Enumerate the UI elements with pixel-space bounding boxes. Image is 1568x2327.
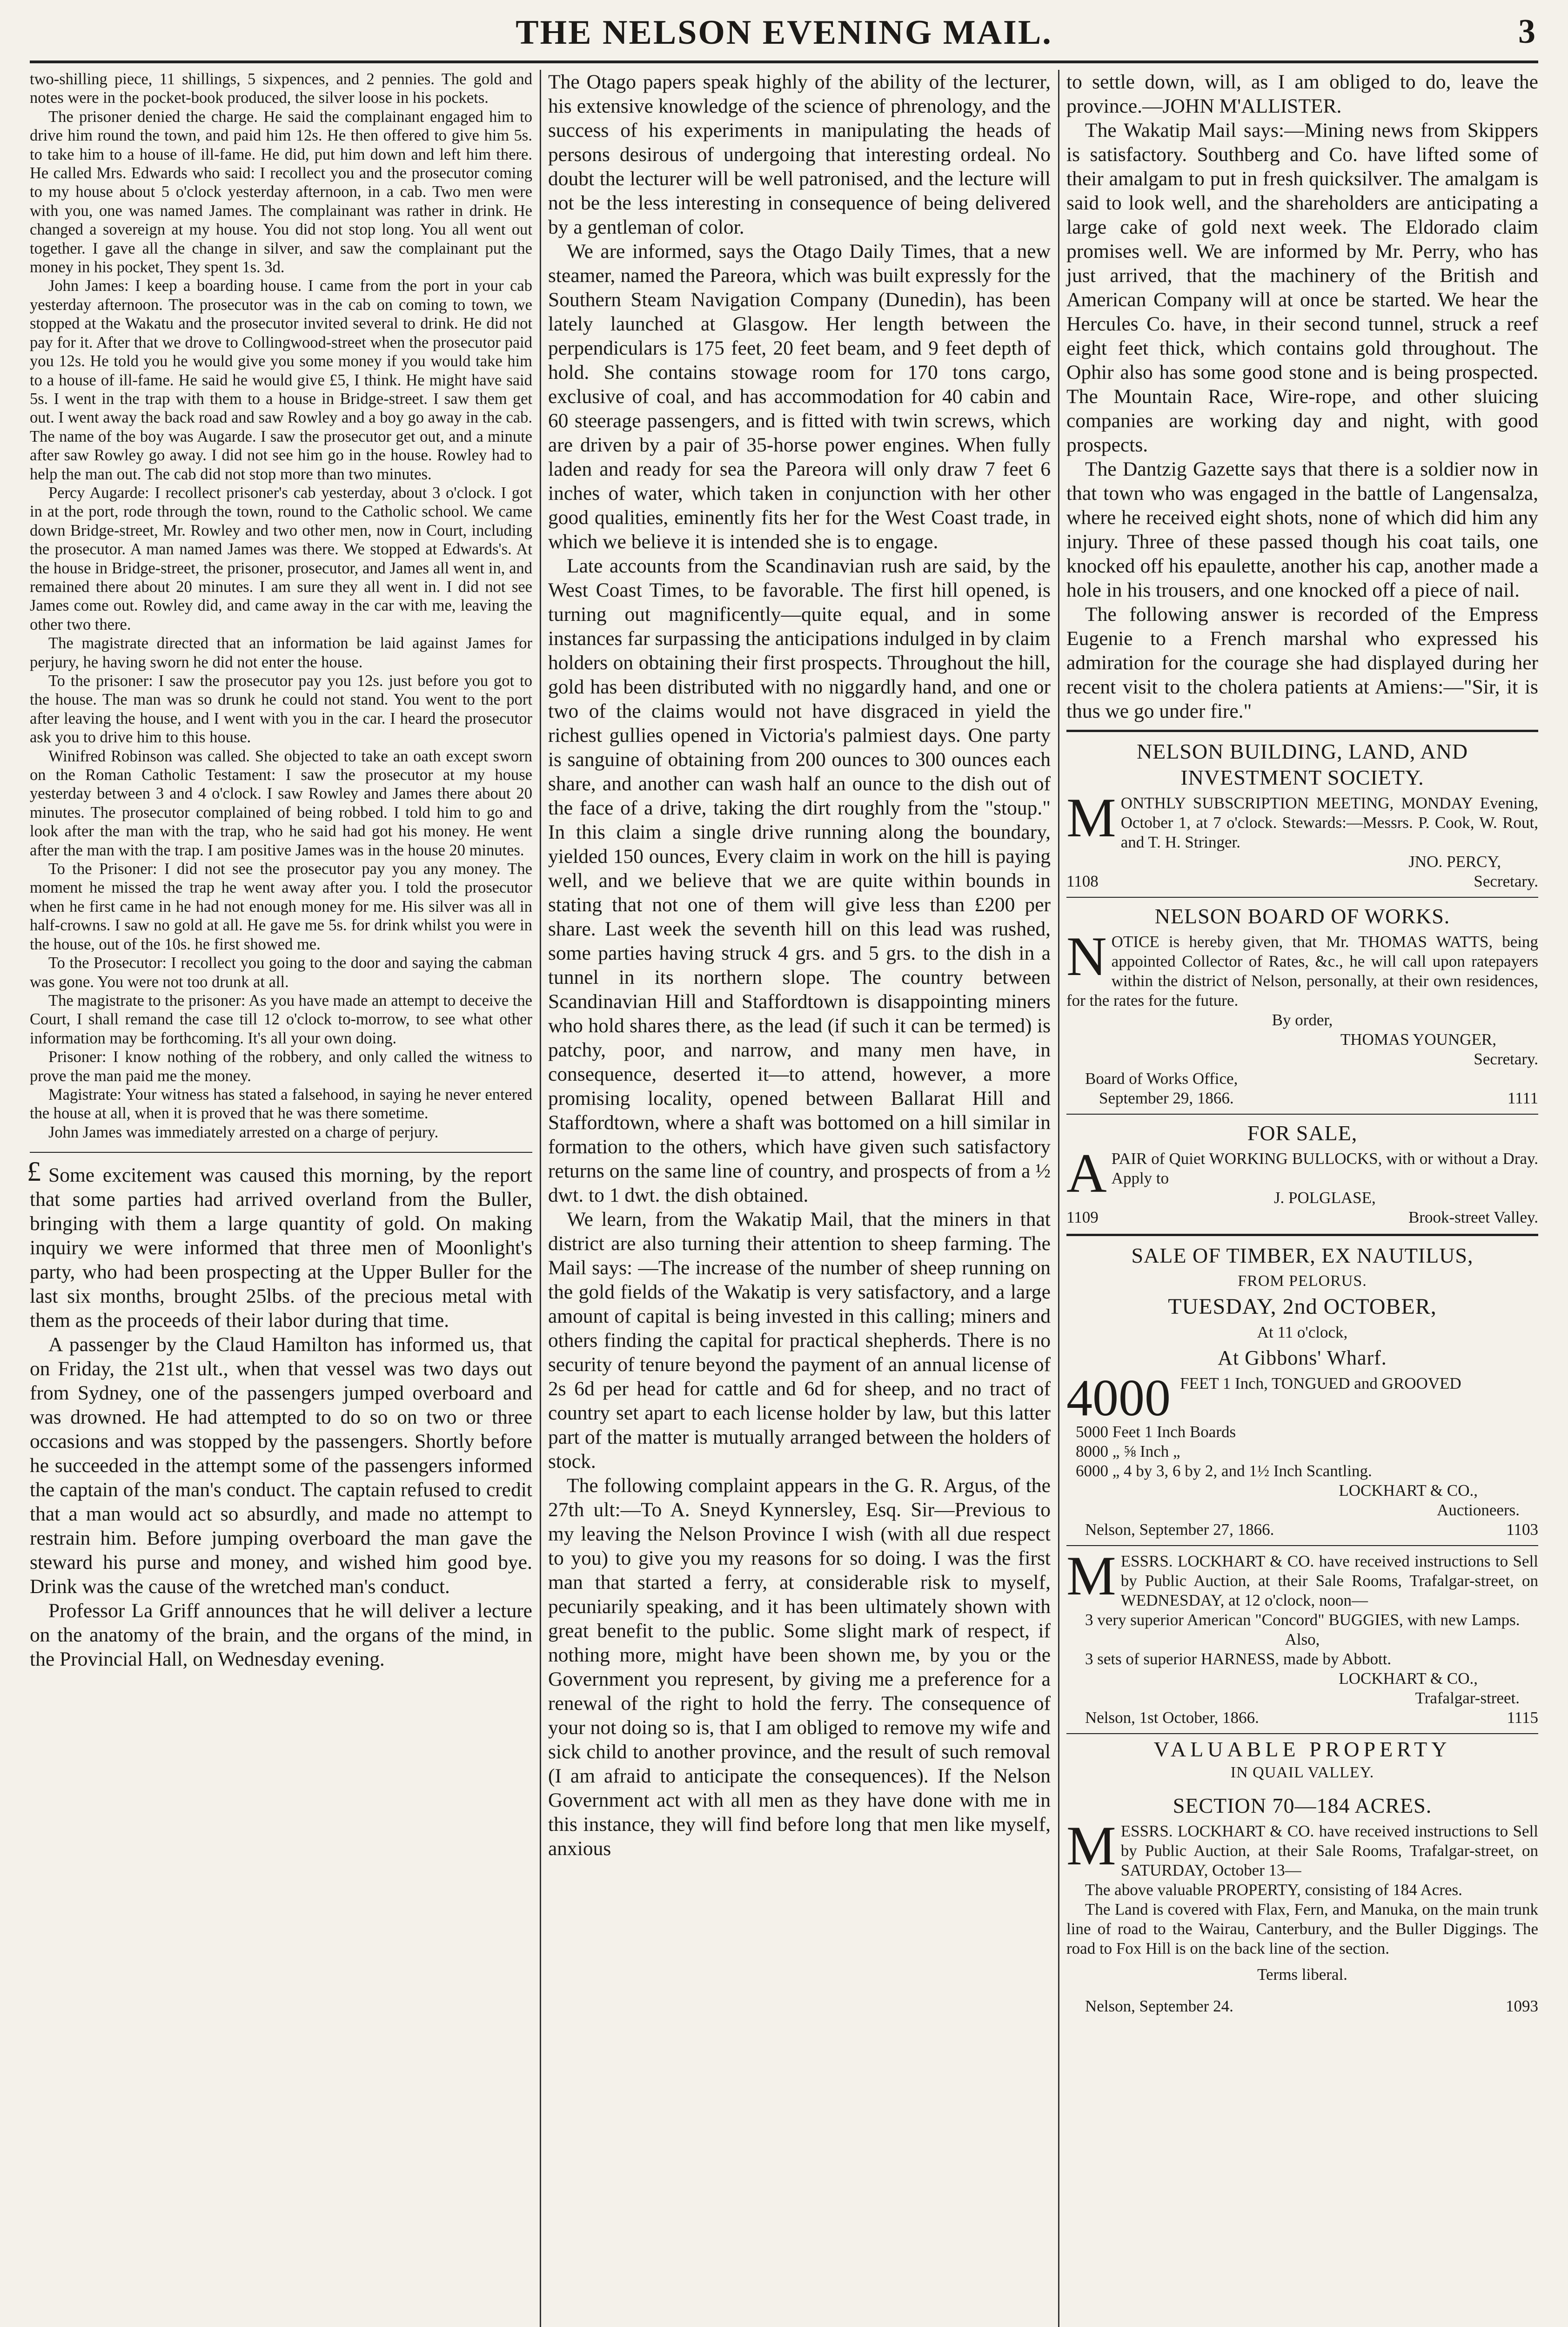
article-paragraph: to settle down, will, as I am obliged to do, leave the province.—JOHN M'ALLISTER. (1066, 71, 1538, 117)
article-paragraph: The magistrate to the prisoner: As you have made an attempt to deceive the Court, I shall remand the case till 12 o'clock to-morrow, to see what other information may be forthcoming. It's all your own doing. (30, 991, 532, 1047)
ad-valuable-property (1066, 1737, 1538, 2016)
section-divider (1066, 1733, 1538, 1734)
column-rule (1058, 70, 1059, 2327)
ad-number: 1109 (1066, 1208, 1099, 1226)
ad-office: Board of Works Office, (1085, 1069, 1238, 1088)
ad-body: PAIR of Quiet WORKING BULLOCKS, with or without a Dray. Apply to (1111, 1150, 1538, 1187)
section-divider (1066, 1114, 1538, 1115)
article-paragraph: We are informed, says the Otago Daily Times, that a new steamer, named the Pareora, which was built expressly for the Southern Steam Navigation Company (Dunedin), has been lately launched at Glasgow. Her length between the perpendiculars is 175 feet, 20 feet beam, and 9 feet depth of hold. She contains stowage room for 170 tons cargo, exclusive of coal, and has accommodation for 40 cabin and 60 steerage passengers, and is fitted with twin screws, which are driven by a pair of 35-horse power engines. When fully laden and ready for sea the Pareora will only draw 7 feet 6 inches of water, which taken in conjunction with her other good qualities, eminently fits her for the West Coast trade, in which we believe it is intended she is to engage. (548, 240, 1051, 553)
ad-body: OTICE is hereby given, that Mr. THOMAS WATTS, being appointed Collector of Rates, &c., he will call upon ratepayers within the district of Nelson, personally, at their own residences, for the rates for the future. (1066, 933, 1538, 1009)
section-divider (1066, 1234, 1538, 1236)
ad-signer: J. POLGLASE, (1273, 1189, 1376, 1207)
ad-for-sale (1066, 1120, 1538, 1227)
drop-cap: M (1066, 1545, 1116, 1607)
ad-description: The Land is covered with Flax, Fern, and Manuka, on the main trunk line of road to the Wairau, Canterbury, and the Buller Diggings. The road to Fox Hill is on the back line of the section. (1066, 1900, 1538, 1957)
article-paragraph: The Dantzig Gazette says that there is a soldier now in that town who was engaged in the battle of Langensalza, where he received eight shots, none of which did him any injury. Three of these passed though his coat tails, one knocked off his epaulette, another his cap, another made a hole in his trousers, and one knocked off a piece of nail. (1066, 458, 1538, 601)
ad-item: The above valuable PROPERTY, consisting of 184 Acres. (1085, 1881, 1462, 1899)
article-paragraph: Percy Augarde: I recollect prisoner's cab yesterday, about 3 o'clock. I got in at the port, rode through the town, round to the Catholic school. We came down Bridge-street, Mr. Rowley and two other men, now in Court, including the prosecutor. A man named James was there. We stopped at Edwards's. At the house in Bridge-street, the prisoner, prosecutor, and James all went in, and remained there about 20 minutes. I am sure they all went in. I did not see James come out. Rowley did, and came away in the car with me, leaving the other two there. (30, 484, 532, 633)
ad-heading: SALE OF TIMBER, EX NAUTILUS, (1131, 1244, 1474, 1267)
section-divider (1066, 1545, 1538, 1546)
drop-cap: A (1066, 1142, 1107, 1204)
court-report (30, 70, 532, 1142)
ad-stock-row: 8000 „ ⅝ Inch „ (1076, 1442, 1180, 1460)
ad-signer: THOMAS YOUNGER, (1340, 1030, 1496, 1049)
ad-big-number: 4000 (1066, 1369, 1171, 1427)
ad-subheading: FROM PELORUS. (1238, 1272, 1367, 1290)
ad-by-order: By order, (1272, 1011, 1333, 1029)
section-divider (1066, 730, 1538, 732)
ad-date: Nelson, September 24. (1085, 1997, 1233, 2015)
article-paragraph: two-shilling piece, 11 shillings, 5 sixpences, and 2 pennies. The gold and notes were in the pocket-book produced, the silver loose in his pockets. (30, 70, 532, 107)
ad-date: September 29, 1866. (1099, 1089, 1234, 1107)
ad-date: Nelson, September 27, 1866. (1085, 1520, 1274, 1539)
ad-street: Trafalgar-street. (1415, 1689, 1520, 1707)
drop-cap: N (1066, 925, 1107, 987)
ad-signer-title: Secretary. (1474, 872, 1538, 890)
ad-number: 1108 (1066, 872, 1099, 890)
article-paragraph: To the prisoner: I saw the prosecutor pay you 12s. just before you got to the house. The man was so drunk he could not stand. You went to the port after leaving the house, and I went with you in the car. I heard the prosecutor ask you to drive him to this house. (30, 672, 532, 747)
ad-heading: FOR SALE, (1247, 1121, 1358, 1145)
ad-signer: LOCKHART & CO., (1339, 1481, 1478, 1500)
drop-cap: M (1066, 787, 1116, 848)
article-paragraph: A passenger by the Claud Hamilton has informed us, that on Friday, the 21st ult., when that vessel was two days out from Sydney, one of the passengers jumped overboard and was drowned. He had attempted to do so on two or three occasions and was stopped by the passengers. Shortly before he succeeded in the attempt some of the passengers informed the captain of the man's conduct. The captain refused to credit that a man would act so absurdly, and made no attempt to restrain him. Before jumping overboard the man gave the steward his purse and money, and wished him good bye. Drink was the cause of the wretched man's conduct. (30, 1333, 532, 1598)
article-paragraph: To the Prisoner: I did not see the prosecutor pay you any money. The moment he missed the trap he went away after you. I told the prosecutor when he first came in he had not enough money for me. His silver was all in half-crowns. I saw no gold at all. He gave me 5s. for drink whilst you were in the house, out of the 10s. he first showed me. (30, 860, 532, 953)
ad-signer: JNO. PERCY, (1408, 853, 1501, 871)
ad-section: SECTION 70—184 ACRES. (1173, 1794, 1432, 1817)
ad-number: 1115 (1507, 1708, 1538, 1727)
ad-also: Also, (1285, 1630, 1320, 1648)
ad-signer: LOCKHART & CO., (1339, 1669, 1478, 1688)
masthead (30, 8, 1538, 63)
ad-heading: NELSON BUILDING, LAND, AND INVESTMENT SOCIETY. (1136, 740, 1468, 789)
ad-stock-row: 6000 „ 4 by 3, 6 by 2, and 1½ Inch Scantling. (1076, 1462, 1372, 1480)
article-paragraph: Prisoner: I know nothing of the robbery, and only called the witness to prove the man paid me the money. (30, 1048, 532, 1085)
column-1 (27, 70, 532, 2327)
ad-signer-title: Auctioneers. (1437, 1501, 1520, 1519)
ad-body: ESSRS. LOCKHART & CO. have received instructions to Sell by Public Auction, at their Sale Rooms, Trafalgar-street, on WEDNESDAY, at 12 o'clock, noon— (1120, 1552, 1538, 1609)
column-rule (540, 70, 541, 2327)
ad-sale-day: TUESDAY, 2nd OCTOBER, (1168, 1294, 1437, 1319)
section-divider (1066, 897, 1538, 898)
article-paragraph: Late accounts from the Scandinavian rush are said, by the West Coast Times, to be favorable. The first hill opened, is turning out magnificently—quite equal, and in some instances far surpassing the anticipations indulged in by claim holders on obtaining their first prospects. Throughout the hill, gold has been distributed with no niggardly hand, and one or two of the claims would not have disgraced in yield the richest gullies opened in Victoria's palmiest days. One party is sanguine of obtaining from 200 ounces to 300 ounces each share, and another can wash half an ounce to the dish out of the face of a drive, taking the dirt roughly from the "stoup." In this claim a single drive running along the boundary, yielded 150 ounces, Every claim in work on the hill is paying well, and we believe that we are quite within bounds in stating that not one of them will give less than £200 per share. Last week the seventh hill on this lead was rushed, some parties having struck 4 grs. and 5 grs. to the dish in a tunnel in its northern slope. The country between Scandinavian Hill and Staffordtown is disappointing miners who hold shares there, as the lead (if such it can be termed) is patchy, poor, and narrow, and many men have, in consequence, deserted it—to attend, however, a more promising locality, opened between Ballarat Hill and Staffordtown, where a shaft was bottomed on a hill similar in formation to the others, which have given such satisfactory returns on the same line of country, and prospects of from a ½ dwt. to 1 dwt. the dish obtained. (548, 555, 1051, 1206)
ad-heading: NELSON BOARD OF WORKS. (1154, 904, 1450, 928)
ad-sale-place: At Gibbons' Wharf. (1218, 1346, 1387, 1369)
newspaper-title: THE NELSON EVENING MAIL. (516, 13, 1052, 52)
article-paragraph: The following answer is recorded of the Empress Eugenie to a French marshal who expressed his admiration for the courage she had displayed during her recent visit to the cholera patients at Amiens:—"Sir, it is thus we go under fire." (1066, 603, 1538, 722)
ad-body: ONTHLY SUBSCRIPTION MEETING, MONDAY Evening, October 1, at 7 o'clock. Stewards:—Messrs. P. Cook, W. Rout, and T. H. Stringer. (1120, 794, 1538, 851)
section-divider (30, 1152, 532, 1153)
ad-timber-sale (1066, 1243, 1538, 1540)
article-paragraph: We learn, from the Wakatip Mail, that the miners in that district are also turning their attention to sheep farming. The Mail says: —The increase of the number of sheep running on the gold fields of the Wakatip is very satisfactory, and a large amount of capital is being invested in this calling; miners and others finding the capital for practical shepherds. There is no security of tenure beyond the payment of an annual license of 2s 6d per head for cattle and 6d for sheep, and no tract of country set apart to each license holder by law, but this latter part of the matter is mutually arranged between the holders of stock. (548, 1208, 1051, 1473)
ad-number: 1093 (1506, 1997, 1538, 2015)
ad-number: 1111 (1507, 1089, 1538, 1107)
ad-terms: Terms liberal. (1257, 1965, 1347, 1984)
ad-date: Nelson, 1st October, 1866. (1085, 1708, 1259, 1727)
ad-buggies-auction (1066, 1545, 1538, 1728)
ad-address: Brook-street Valley. (1408, 1208, 1538, 1226)
article-paragraph: John James was immediately arrested on a charge of perjury. (48, 1123, 439, 1141)
ad-board-of-works (1066, 903, 1538, 1108)
article-paragraph: John James: I keep a boarding house. I came from the port in your cab yesterday afternoon. The prosecutor was in the cab on coming to town, we stopped at the Wakatu and the prosecutor invited several to drink. He did not pay for it. After that we drove to Collingwood-street when the prosecutor paid you 12s. He told you he would give you some money if you would take him to a house of ill-fame. He said he would give £5, I think. He might have said 5s. I went in the trap with them to a house in Bridge-street. I saw them get out. I went away the back road and saw Rowley and a boy go away in the cab. The name of the boy was Augarde. I saw the prosecutor get out, and a minute after saw Rowley go away. I did not see him go in the house. Rowley had to help the man out. The cab did not stop more than two minutes. (30, 277, 532, 483)
ad-building-society (1066, 739, 1538, 891)
article-paragraph: Magistrate: Your witness has stated a falsehood, in saying he never entered the house at all, when it is proved that he was there sometime. (30, 1085, 532, 1123)
article-paragraph: The following complaint appears in the G. R. Argus, of the 27th ult:—To A. Sneyd Kynnersley, Esq. Sir—Previous to my leaving the Nelson Province I wish (with all due respect to you) to give you my reasons for so doing. I was the first man that started a ferry, at considerable risk to myself, pecuniarily speaking, and it has been ultimately shown with great benefit to the public. Some slight mark of respect, if nothing more, might have been shown me, by you or the Government you represent, by giving me a preference for a renewal of the right to hold the ferry. The consequence of your not doing so is, that I am obliged to remove my wife and sick child to another province, and the result of such removal (I am afraid to anticipate the consequences). If the Nelson Government act with all men as they have done with me in this instance, they will find before long that men like myself, anxious (548, 1474, 1051, 1860)
ad-subheading: IN QUAIL VALLEY. (1230, 1764, 1374, 1781)
article-paragraph: Some excitement was caused this morning, by the report that some parties had arrived overland from the Buller, bringing with them a large quantity of gold. On making inquiry we were informed that three men of Moonlight's party, who had been prospecting at the Upper Buller for the last six months, brought 25lbs. of the precious metal with them as the proceeds of their labor during that time. (30, 1164, 532, 1332)
ad-first-line: FEET 1 Inch, TONGUED and GROOVED (1180, 1374, 1461, 1392)
article-paragraph: The Otago papers speak highly of the ability of the lecturer, his extensive knowledge of the science of phrenology, and the success of his experiments in manipulating the heads of persons desirous of undergoing that interesting ordeal. No doubt the lecturer will be well patronised, and the lecture will not be the less interesting in consequence of being delivered by a gentleman of color. (548, 71, 1051, 238)
article-paragraph: The magistrate directed that an information be laid against James for perjury, he having sworn he did not enter the house. (30, 634, 532, 671)
article-paragraph: The Wakatip Mail says:—Mining news from Skippers is satisfactory. Southberg and Co. have lifted some of their amalgam to put in fresh quicksilver. The amalgam is said to look well, and the shareholders are anticipating a large cake of gold next week. The Eldorado claim promises well. We are informed by Mr. Perry, who has just arrived, that the machinery of the British and American Company will at once be started. We hear the Hercules Co. have, in their second tunnel, struck a reef eight feet thick, which contains gold throughout. The Ophir also has some good stone and is being prospected. The Mountain Race, Wire-rope, and other sluicing companies are working day and night, with good prospects. (1066, 119, 1538, 456)
margin-mark: £ (27, 1156, 41, 1187)
ad-body: ESSRS. LOCKHART & CO. have received instructions to Sell by Public Auction, at their Sale Rooms, Trafalgar-street, on SATURDAY, October 13— (1120, 1822, 1538, 1879)
ad-signer-title: Secretary. (1474, 1050, 1538, 1068)
article-paragraph: The prisoner denied the charge. He said the complainant engaged him to drive him round the town, and paid him 12s. He then offered to give him 5s. to take him to a house of ill-fame. He did, put him down and left him there. He called Mrs. Edwards who said: I recollect you and the prosecutor coming to my house about 5 o'clock yesterday afternoon, in a cab. Two men were with you, one was named James. The complainant was rather in drink. He changed a sovereign at my house. You did not stop long. You all went out together. I gave all the change in silver, and saw the complainant put the money in his pocket, They spent 1s. 3d. (30, 108, 532, 276)
page-number: 3 (1518, 13, 1535, 51)
ad-sale-time: At 11 o'clock, (1257, 1323, 1348, 1341)
local-news (27, 1156, 532, 1671)
ad-number: 1103 (1506, 1520, 1538, 1539)
ad-item: 3 sets of superior HARNESS, made by Abbott. (1085, 1650, 1392, 1668)
article-paragraph: Winifred Robinson was called. She objected to take an oath except sworn on the Roman Catholic Testament: I saw the prosecutor at my house yesterday between 3 and 4 o'clock. I saw Rowley and James there about 20 minutes. The prosecutor complained of being robbed. I told him to go and look after the man with the trap, who he said had got his money. He went after the man with the trap. I am positive James was in the house 20 minutes. (30, 747, 532, 859)
article-paragraph: Professor La Griff announces that he will deliver a lecture on the anatomy of the brain, and the organs of the mind, in the Provincial Hall, on Wednesday evening. (30, 1600, 532, 1671)
article-paragraph: To the Prosecutor: I recollect you going to the door and saying the cabman was gone. You were not too drunk at all. (30, 954, 532, 991)
ad-heading: VALUABLE PROPERTY (1153, 1737, 1451, 1761)
column-3 (1066, 70, 1538, 2327)
drop-cap: M (1066, 1815, 1116, 1876)
column-2 (548, 70, 1051, 2327)
ad-item: 3 very superior American "Concord" BUGGIES, with new Lamps. (1085, 1611, 1520, 1629)
ad-stock-row: 5000 Feet 1 Inch Boards (1076, 1423, 1236, 1441)
